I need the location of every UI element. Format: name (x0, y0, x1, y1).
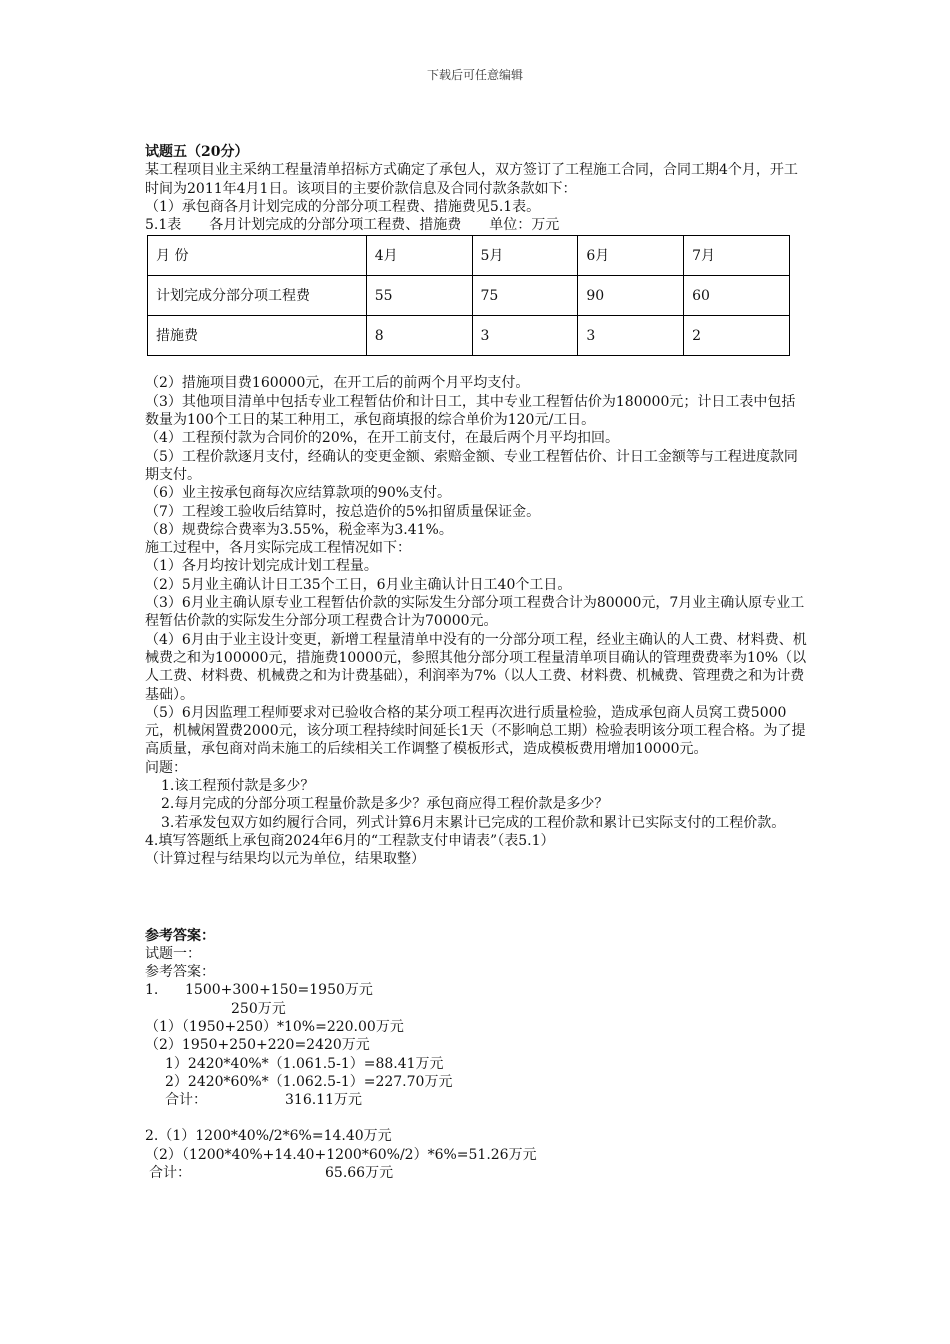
page-header: 下载后可任意编辑 (426, 68, 523, 82)
table-cell: 5月 (472, 236, 578, 276)
table-cell: 8 (366, 316, 472, 356)
document-body (145, 143, 807, 1182)
intro-paragraph: 某工程项目业主采纳工程量清单招标方式确定了承包人，双方签订了工程施工合同，合同工期4个月，开工时间为2011年4月1日。该项目的主要价款信息及合同付款条款如下： (145, 162, 798, 197)
table-cell: 60 (684, 276, 790, 316)
answer-title: 参考答案： (145, 927, 215, 944)
table-cell: 措施费 (148, 316, 367, 356)
table-cell: 75 (472, 276, 578, 316)
answer-total (145, 1091, 807, 1109)
answer-line: （2）1950+250+220=2420万元 (145, 1037, 370, 1054)
table-cell: 2 (684, 316, 790, 356)
table-row (148, 276, 790, 316)
answer-line: 1）2420*40%*（1.061.5-1）=88.41万元 (165, 1055, 444, 1072)
answer-total (145, 1164, 807, 1182)
table-cell: 3 (472, 316, 578, 356)
calc-note: （计算过程与结果均以元为单位，结果取整） (145, 851, 425, 868)
term-item: （8）规费综合费率为3.55%，税金率为3.41%。 (145, 521, 453, 538)
progress-title: 施工过程中，各月实际完成工程情况如下： (145, 540, 411, 557)
answer-line: （2）（1200*40%+14.40+1200*60%/2）*6%=51.26万元 (145, 1146, 537, 1163)
table-cell: 90 (578, 276, 684, 316)
progress-item: （4）6月由于业主设计变更，新增工程量清单中没有的一分部分项工程，经业主确认的人工费、材料费、机械费之和为100000元，措施费10000元，参照其他分部分项工程量清单项目确认的管理费费率为10%（以人工费、材料费、机械费之和为计费基础），利润率为7%（以人工费、材料费、机械费、管理费之和为计费基础）。 (145, 631, 807, 703)
table-row (148, 236, 790, 276)
plan-cost-table (147, 235, 790, 356)
term-item: （3）其他项目清单中包括专业工程暂估价和计日工，其中专业工程暂估价为180000元；计日工表中包括数量为100个工日的某工种用工，承包商填报的综合单价为120元/工日。 (145, 393, 796, 429)
question-item: 1.该工程预付款是多少？ (161, 778, 315, 795)
term-item: （5）工程价款逐月支付，经确认的变更金额、索赔金额、专业工程暂估价、计日工金额等与工程进度款同期支付。 (145, 448, 798, 483)
progress-item: （2）5月业主确认计日工35个工日，6月业主确认计日工40个工日。 (145, 576, 572, 593)
question-item: 4.填写答题纸上承包商2024年6月的“工程款支付申请表”（表5.1） (145, 832, 555, 849)
answer-subtitle: 参考答案： (145, 964, 215, 981)
table-cell: 计划完成分部分项工程费 (148, 276, 367, 316)
table-cell: 4月 (366, 236, 472, 276)
total-label: 合计： (165, 1092, 207, 1109)
answer-number: 1. (145, 982, 159, 999)
question-item: 2.每月完成的分部分项工程量价款是多少？承包商应得工程价款是多少？ (161, 796, 609, 813)
term-item: （4）工程预付款为合同价的20%，在开工前支付，在最后两个月平均扣回。 (145, 430, 620, 447)
table-row (148, 316, 790, 356)
progress-item: （3）6月业主确认原专业工程暂估价款的实际发生分部分项工程费合计为80000元，7月业主确认原专业工程暂估价款的实际发生分部分项工程费合计为70000元。 (145, 595, 805, 630)
total-label: 合计： (149, 1165, 191, 1182)
answer-subtitle: 试题一： (145, 945, 201, 962)
answer-line: 2）2420*60%*（1.062.5-1）=227.70万元 (165, 1073, 453, 1090)
term-item: （2）措施项目费160000元，在开工后的前两个月平均支付。 (145, 375, 530, 392)
progress-item: （1）各月均按计划完成计划工程量。 (145, 558, 378, 575)
progress-item: （5）6月因监理工程师要求对已验收合格的某分项工程再次进行质量检验，造成承包商人员窝工费5000元，机械闲置费2000元，该分项工程持续时间延长1天（不影响总工期）检验表明该分项工程合格。为了提高质量，承包商对尚未施工的后续相关工作调整了模板形式，造成模板费用增加10000元。 (145, 704, 806, 758)
term-item: （6）业主按承包商每次应结算款项的90%支付。 (145, 485, 452, 502)
answer-line: 250万元 (231, 1000, 286, 1017)
total-value: 65.66万元 (325, 1165, 394, 1182)
questions-title: 问题： (145, 759, 187, 776)
question-item: 3.若承发包双方如约履行合同，列式计算6月末累计已完成的工程价款和累计已实际支付的工程价款。 (161, 814, 786, 831)
table-cell: 6月 (578, 236, 684, 276)
intro-item: （1）承包商各月计划完成的分部分项工程费、措施费见5.1表。 (145, 198, 541, 215)
total-value: 316.11万元 (285, 1092, 362, 1109)
table-cell: 7月 (684, 236, 790, 276)
answer-text: 1500+300+150=1950万元 (185, 982, 373, 999)
table-cell: 3 (578, 316, 684, 356)
table-cell: 月 份 (148, 236, 367, 276)
table-cell: 55 (366, 276, 472, 316)
table-caption: 5.1表 各月计划完成的分部分项工程费、措施费 单位：万元 (145, 217, 560, 234)
answer-line: （1）（1950+250）*10%=220.00万元 (145, 1018, 404, 1035)
term-item: （7）工程竣工验收后结算时，按总造价的5%扣留质量保证金。 (145, 503, 541, 520)
question-title: 试题五（20分） (145, 144, 249, 160)
answer-line (145, 981, 807, 999)
answer-line: 2.（1）1200*40%/2*6%=14.40万元 (145, 1128, 392, 1145)
